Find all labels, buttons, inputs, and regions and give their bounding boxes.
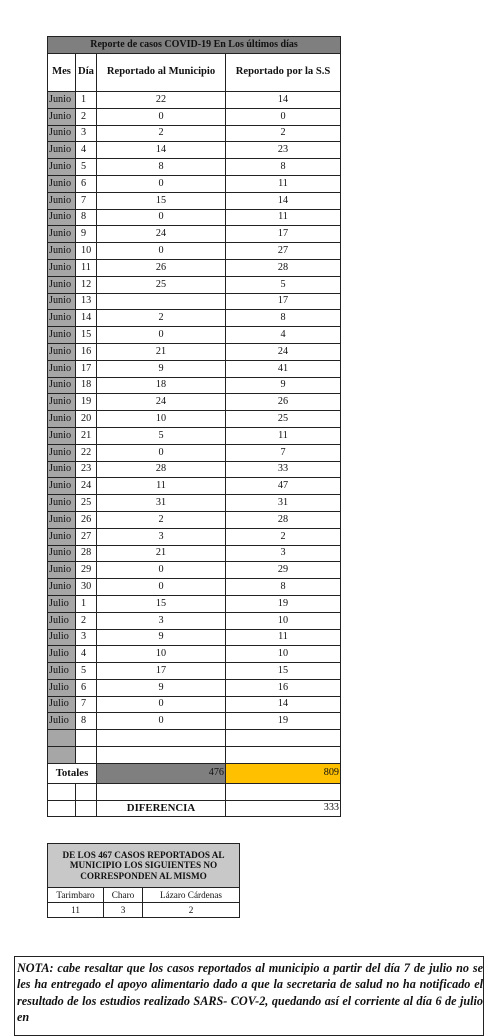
cell-municipio: 9 — [97, 679, 226, 696]
table-row — [48, 360, 341, 377]
cell-ss: 11 — [226, 427, 341, 444]
cell-municipio: 0 — [97, 209, 226, 226]
cell-empty — [76, 783, 97, 800]
cell-month: Junio — [48, 125, 76, 142]
cell-ss: 4 — [226, 327, 341, 344]
total-municipio: 476 — [97, 763, 226, 783]
cell-municipio — [97, 293, 226, 310]
cell-ss: 19 — [226, 595, 341, 612]
cell-municipio: 2 — [97, 125, 226, 142]
cell-day: 8 — [76, 209, 97, 226]
cell-month: Junio — [48, 511, 76, 528]
cell-day: 29 — [76, 562, 97, 579]
cell-day: 7 — [76, 696, 97, 713]
table-row — [48, 343, 341, 360]
table-row — [48, 444, 341, 461]
cell-municipio: 24 — [97, 226, 226, 243]
cell-ss: 47 — [226, 478, 341, 495]
cell-municipio: 11 — [97, 478, 226, 495]
cell-day: 27 — [76, 528, 97, 545]
cell-month: Junio — [48, 343, 76, 360]
cell-ss: 25 — [226, 411, 341, 428]
empty-row — [48, 730, 341, 747]
cell-municipio: 21 — [97, 343, 226, 360]
cell-empty — [48, 800, 76, 817]
note-box — [14, 956, 484, 1036]
cell-municipio: 2 — [97, 511, 226, 528]
cell-municipio: 0 — [97, 562, 226, 579]
cell-municipio: 2 — [97, 310, 226, 327]
cell-day: 13 — [76, 293, 97, 310]
cell-month-empty — [48, 730, 76, 747]
difference-row — [48, 800, 341, 817]
cell-ss: 10 — [226, 612, 341, 629]
cell-day: 6 — [76, 679, 97, 696]
cell-month: Junio — [48, 427, 76, 444]
note-text: NOTA: cabe resaltar que los casos reportados al municipio a partir del día 7 de julio no se les ha entregado el apoyo alimentario dado a que la secretaria de salud no ha notificado el resultado de los estudios realizado SARS- COV-2, quedando así el corriente al día 6 de julio en — [17, 961, 483, 1025]
cell-month: Junio — [48, 159, 76, 176]
table-row — [48, 259, 341, 276]
cell-month: Julio — [48, 595, 76, 612]
table-row — [48, 159, 341, 176]
cell-day: 23 — [76, 461, 97, 478]
table-row — [48, 713, 341, 730]
table-row — [48, 192, 341, 209]
cell-ss: 11 — [226, 209, 341, 226]
totals-row — [48, 763, 341, 783]
cell-month: Junio — [48, 310, 76, 327]
cell-day: 11 — [76, 259, 97, 276]
table-row — [48, 276, 341, 293]
cell-ss: 26 — [226, 394, 341, 411]
cell-day: 7 — [76, 192, 97, 209]
cell-municipio: 25 — [97, 276, 226, 293]
cell-day: 20 — [76, 411, 97, 428]
table-row — [48, 663, 341, 680]
cell-month: Junio — [48, 327, 76, 344]
cell-ss: 17 — [226, 226, 341, 243]
cell-month: Junio — [48, 411, 76, 428]
cell-month: Junio — [48, 92, 76, 109]
cell-municipio: 9 — [97, 360, 226, 377]
value-charo: 3 — [104, 903, 143, 918]
municipality-tarimbaro: Tarimbaro — [48, 888, 104, 903]
cell-municipio: 14 — [97, 142, 226, 159]
table-row — [48, 142, 341, 159]
cell-municipio: 9 — [97, 629, 226, 646]
cell-month: Junio — [48, 243, 76, 260]
table-row — [48, 92, 341, 109]
cell-day: 6 — [76, 175, 97, 192]
covid-report-table — [47, 36, 341, 817]
cell-day: 3 — [76, 125, 97, 142]
value-tarimbaro: 11 — [48, 903, 104, 918]
cell-municipio: 0 — [97, 327, 226, 344]
table-row — [48, 108, 341, 125]
cell-month: Junio — [48, 226, 76, 243]
table-row — [48, 461, 341, 478]
table-title-row — [48, 37, 341, 54]
excluded-cases-table — [47, 843, 240, 918]
cell-empty — [76, 800, 97, 817]
cell-ss: 23 — [226, 142, 341, 159]
cell-month: Junio — [48, 259, 76, 276]
cell-day: 4 — [76, 646, 97, 663]
cell-month: Junio — [48, 209, 76, 226]
cell-ss: 29 — [226, 562, 341, 579]
cell-empty — [226, 783, 341, 800]
cell-ss: 14 — [226, 92, 341, 109]
table-row — [48, 528, 341, 545]
cell-municipio: 0 — [97, 444, 226, 461]
cell-month: Junio — [48, 293, 76, 310]
cell-empty — [97, 783, 226, 800]
cell-ss: 41 — [226, 360, 341, 377]
cell-month: Junio — [48, 444, 76, 461]
table-row — [48, 595, 341, 612]
cell-day: 28 — [76, 545, 97, 562]
value-lazaro-cardenas: 2 — [143, 903, 240, 918]
cell-day: 19 — [76, 394, 97, 411]
cell-municipio: 5 — [97, 427, 226, 444]
cell-day: 24 — [76, 478, 97, 495]
cell-day: 5 — [76, 159, 97, 176]
cell-day: 8 — [76, 713, 97, 730]
cell-day: 25 — [76, 495, 97, 512]
cell-day: 9 — [76, 226, 97, 243]
table-row — [48, 377, 341, 394]
cell-month: Junio — [48, 142, 76, 159]
cell-day: 16 — [76, 343, 97, 360]
cell-municipio: 0 — [97, 713, 226, 730]
municipality-charo: Charo — [104, 888, 143, 903]
cell-municipio: 8 — [97, 159, 226, 176]
cell-ss: 5 — [226, 276, 341, 293]
cell-empty — [226, 747, 341, 764]
cell-ss: 15 — [226, 663, 341, 680]
cell-ss: 17 — [226, 293, 341, 310]
table-row — [48, 293, 341, 310]
header-mes: Mes — [48, 54, 76, 92]
cell-ss: 33 — [226, 461, 341, 478]
cell-municipio: 26 — [97, 259, 226, 276]
empty-row — [48, 747, 341, 764]
cell-month: Junio — [48, 545, 76, 562]
cell-day: 17 — [76, 360, 97, 377]
table-row — [48, 209, 341, 226]
cell-ss: 9 — [226, 377, 341, 394]
cell-municipio: 22 — [97, 92, 226, 109]
cell-ss: 8 — [226, 310, 341, 327]
cell-ss: 19 — [226, 713, 341, 730]
cell-ss: 7 — [226, 444, 341, 461]
cell-month: Julio — [48, 646, 76, 663]
cell-month: Julio — [48, 629, 76, 646]
cell-month: Julio — [48, 663, 76, 680]
cell-day: 26 — [76, 511, 97, 528]
cell-ss: 3 — [226, 545, 341, 562]
cell-ss: 28 — [226, 511, 341, 528]
cell-empty — [97, 730, 226, 747]
cell-municipio: 0 — [97, 175, 226, 192]
cell-municipio: 28 — [97, 461, 226, 478]
cell-empty — [97, 747, 226, 764]
cell-municipio: 3 — [97, 612, 226, 629]
cell-month: Junio — [48, 528, 76, 545]
cell-day: 30 — [76, 579, 97, 596]
table-row — [48, 495, 341, 512]
cell-day: 22 — [76, 444, 97, 461]
header-municipio: Reportado al Municipio — [97, 54, 226, 92]
cell-municipio: 0 — [97, 108, 226, 125]
excluded-cases-values-row — [48, 903, 240, 918]
cell-ss: 11 — [226, 629, 341, 646]
municipality-lazaro-cardenas: Lázaro Cárdenas — [143, 888, 240, 903]
cell-day: 4 — [76, 142, 97, 159]
cell-day: 2 — [76, 612, 97, 629]
cell-municipio: 10 — [97, 411, 226, 428]
table-row — [48, 562, 341, 579]
cell-month: Junio — [48, 276, 76, 293]
cell-municipio: 18 — [97, 377, 226, 394]
table-row — [48, 226, 341, 243]
cell-ss: 2 — [226, 528, 341, 545]
table-row — [48, 243, 341, 260]
table-row — [48, 579, 341, 596]
cell-day: 10 — [76, 243, 97, 260]
cell-day: 14 — [76, 310, 97, 327]
cell-day: 3 — [76, 629, 97, 646]
cell-ss: 0 — [226, 108, 341, 125]
cell-month: Junio — [48, 192, 76, 209]
table-row — [48, 545, 341, 562]
cell-month: Junio — [48, 579, 76, 596]
cell-empty — [76, 730, 97, 747]
table-row — [48, 175, 341, 192]
header-ss: Reportado por la S.S — [226, 54, 341, 92]
cell-empty — [48, 783, 76, 800]
cell-month: Junio — [48, 377, 76, 394]
table-row — [48, 511, 341, 528]
cell-municipio: 15 — [97, 192, 226, 209]
cell-month: Julio — [48, 679, 76, 696]
cell-ss: 8 — [226, 579, 341, 596]
totals-label: Totales — [48, 763, 97, 783]
table-row — [48, 679, 341, 696]
cell-month: Junio — [48, 478, 76, 495]
table-row — [48, 310, 341, 327]
cell-ss: 8 — [226, 159, 341, 176]
cell-day: 1 — [76, 595, 97, 612]
cell-municipio: 10 — [97, 646, 226, 663]
cell-municipio: 0 — [97, 243, 226, 260]
cell-month: Junio — [48, 175, 76, 192]
excluded-cases-title-row — [48, 844, 240, 888]
difference-value: 333 — [226, 800, 341, 817]
cell-day: 15 — [76, 327, 97, 344]
table-header-row — [48, 54, 341, 92]
total-ss: 809 — [226, 763, 341, 783]
cell-day: 1 — [76, 92, 97, 109]
table-row — [48, 427, 341, 444]
cell-month: Julio — [48, 713, 76, 730]
difference-label: DIFERENCIA — [97, 800, 226, 817]
cell-ss: 28 — [226, 259, 341, 276]
cell-day: 5 — [76, 663, 97, 680]
table-row — [48, 411, 341, 428]
cell-ss: 24 — [226, 343, 341, 360]
cell-ss: 27 — [226, 243, 341, 260]
table-row — [48, 696, 341, 713]
cell-month: Julio — [48, 612, 76, 629]
cell-day: 2 — [76, 108, 97, 125]
cell-day: 21 — [76, 427, 97, 444]
cell-municipio: 17 — [97, 663, 226, 680]
cell-ss: 2 — [226, 125, 341, 142]
cell-month: Junio — [48, 461, 76, 478]
excluded-cases-title: DE LOS 467 CASOS REPORTADOS AL MUNICIPIO LOS SIGUIENTES NO CORRESPONDEN AL MISMO — [48, 844, 240, 888]
table-row — [48, 125, 341, 142]
cell-municipio: 0 — [97, 579, 226, 596]
empty-row — [48, 783, 341, 800]
excluded-cases-header-row — [48, 888, 240, 903]
cell-day: 18 — [76, 377, 97, 394]
cell-month: Junio — [48, 394, 76, 411]
cell-day: 12 — [76, 276, 97, 293]
cell-municipio: 15 — [97, 595, 226, 612]
table-row — [48, 478, 341, 495]
cell-empty — [76, 747, 97, 764]
table-row — [48, 394, 341, 411]
cell-ss: 16 — [226, 679, 341, 696]
cell-month: Junio — [48, 360, 76, 377]
cell-empty — [226, 730, 341, 747]
cell-municipio: 31 — [97, 495, 226, 512]
cell-municipio: 24 — [97, 394, 226, 411]
header-dia: Día — [76, 54, 97, 92]
cell-month-empty — [48, 747, 76, 764]
cell-month: Junio — [48, 495, 76, 512]
table-title: Reporte de casos COVID-19 En Los últimos días — [48, 37, 341, 54]
table-row — [48, 327, 341, 344]
table-row — [48, 646, 341, 663]
cell-month: Julio — [48, 696, 76, 713]
cell-ss: 10 — [226, 646, 341, 663]
cell-ss: 14 — [226, 192, 341, 209]
table-row — [48, 629, 341, 646]
cell-ss: 11 — [226, 175, 341, 192]
cell-month: Junio — [48, 108, 76, 125]
cell-municipio: 0 — [97, 696, 226, 713]
cell-ss: 14 — [226, 696, 341, 713]
table-row — [48, 612, 341, 629]
cell-municipio: 21 — [97, 545, 226, 562]
cell-ss: 31 — [226, 495, 341, 512]
cell-month: Junio — [48, 562, 76, 579]
cell-municipio: 3 — [97, 528, 226, 545]
